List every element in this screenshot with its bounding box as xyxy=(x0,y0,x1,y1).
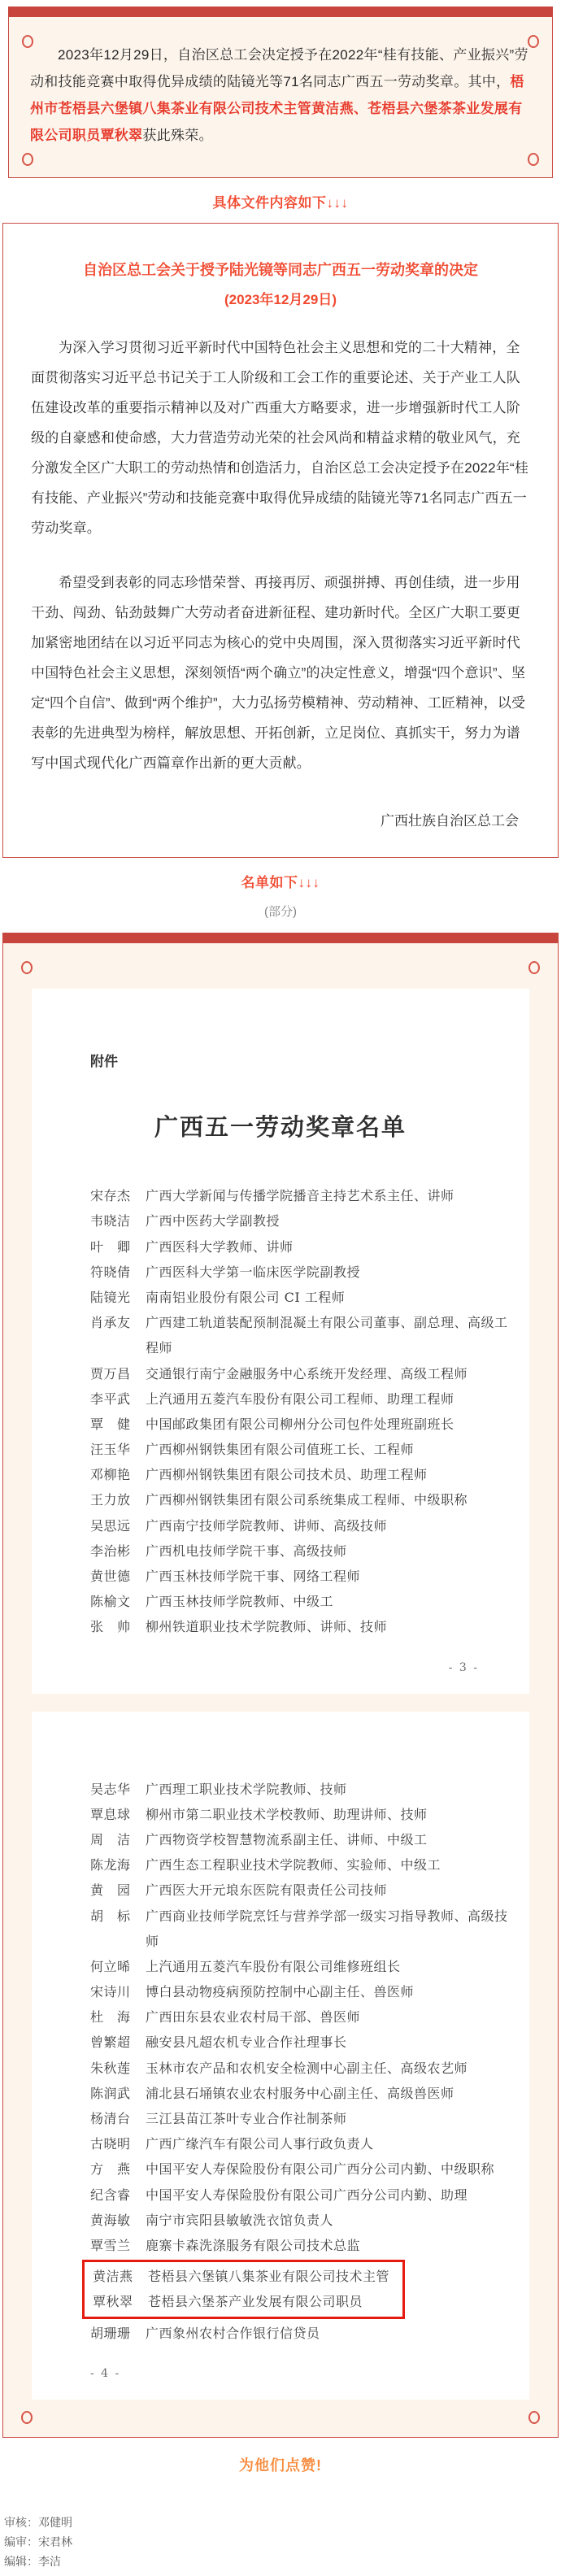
intro-text-before: 2023年12月29日，自治区总工会决定授予在2022年“桂有技能、产业振兴”劳动和技能竞赛中取得优异成绩的陆镜光等71名同志广西五一劳动奖章。其中， xyxy=(30,47,528,90)
award-row xyxy=(90,2321,509,2346)
awardee-position: 玉林市农产品和农机安全检测中心副主任、高级农艺师 xyxy=(146,2060,468,2076)
awardee-name: 覃 健 xyxy=(90,1416,131,1432)
award-row-highlighted xyxy=(93,2289,389,2314)
page-number-4: - 4 - xyxy=(90,2366,121,2380)
highlighted-winners-box xyxy=(82,2260,405,2318)
credits-block xyxy=(4,2513,561,2571)
award-row xyxy=(90,1487,509,1512)
decision-card xyxy=(2,223,559,859)
awardee-position: 融安县凡超农机专业合作社理事长 xyxy=(146,2034,347,2051)
awardee-name: 何立晞 xyxy=(90,1958,131,1974)
awardee-position: 鹿寨卡森洗涤服务有限公司技术总监 xyxy=(146,2237,361,2253)
awardee-position: 广西广缘汽车有限公司人事行政负责人 xyxy=(146,2136,374,2152)
corner-circle-icon xyxy=(528,35,539,48)
decision-signature: 广西壮族自治区总工会 xyxy=(381,813,519,829)
awardee-name: 吴志华 xyxy=(90,1781,131,1797)
award-row xyxy=(90,1234,509,1260)
awardee-name: 胡珊珊 xyxy=(90,2325,131,2341)
awardee-position: 中国平安人寿保险股份有限公司广西分公司内勤、助理 xyxy=(146,2187,468,2203)
awardee-name: 黄 园 xyxy=(90,1882,131,1899)
awardee-name: 古晓明 xyxy=(90,2136,131,2152)
award-row xyxy=(90,1904,509,1954)
award-row xyxy=(90,2208,509,2233)
awardee-name: 覃雪兰 xyxy=(90,2237,131,2253)
award-row xyxy=(90,2233,509,2258)
awardee-position: 广西玉林技师学院教师、中级工 xyxy=(146,1594,334,1610)
attachment-card-body xyxy=(2,943,559,2438)
awardee-name: 吴思远 xyxy=(90,1517,131,1534)
awardee-position: 柳州市第二职业技术学校教师、助理讲师、技师 xyxy=(146,1806,428,1822)
award-list-page4 xyxy=(90,1777,509,2259)
award-list-highlighted xyxy=(93,2264,389,2314)
awardee-position: 广西南宁技师学院教师、讲师、高级技师 xyxy=(146,1517,388,1534)
cue-name-list: 名单如下↓↓↓ xyxy=(241,875,320,891)
award-row xyxy=(90,2131,509,2156)
awardee-name: 王力放 xyxy=(90,1492,131,1508)
awardee-position: 广西医科大学第一临床医学院副教授 xyxy=(146,1264,361,1280)
cue-file-content: 具体文件内容如下↓↓↓ xyxy=(212,194,349,211)
awardee-name: 黄海敏 xyxy=(90,2212,131,2228)
award-row xyxy=(90,1285,509,1310)
awardee-position: 柳州铁道职业技术学院教师、讲师、技师 xyxy=(146,1619,388,1635)
awardee-position: 广西大学新闻与传播学院播音主持艺术系主任、讲师 xyxy=(146,1188,454,1204)
intro-card-body xyxy=(8,17,553,178)
awardee-name: 黄世德 xyxy=(90,1569,131,1585)
awardee-name: 符晓倩 xyxy=(90,1264,131,1280)
corner-circle-icon xyxy=(528,2411,540,2424)
awardee-name: 陈榆文 xyxy=(90,1594,131,1610)
awardee-position: 浦北县石埇镇农业农村服务中心副主任、高级兽医师 xyxy=(146,2085,454,2101)
awardee-name: 纪含睿 xyxy=(90,2187,131,2203)
awardee-name: 宋诗川 xyxy=(90,1984,131,2000)
corner-circle-icon xyxy=(22,35,33,48)
awardee-position: 博白县动物疫病预防控制中心副主任、兽医师 xyxy=(146,1984,415,2000)
award-list-page4-tail xyxy=(90,2321,509,2346)
award-row xyxy=(90,1513,509,1538)
award-row xyxy=(90,1777,509,1802)
corner-circle-icon xyxy=(22,153,33,166)
decision-title: 自治区总工会关于授予陆光镜等同志广西五一劳动奖章的决定 xyxy=(83,261,478,278)
corner-circle-icon xyxy=(528,961,540,974)
award-row xyxy=(90,1564,509,1589)
decision-paragraph-1: 为深入学习贯彻习近平新时代中国特色社会主义思想和党的二十大精神，全面贯彻落实习近平总书记关于工人阶级和工会工作的重要论述、关于产业工人队伍建设改革的重要指示精神以及对广西重大方略要求，进一步增强新时代工人阶级的自豪感和使命感，大力营造劳动光荣的社会风尚和精益求精的敬业风气，充分激发全区广大职工的劳动热情和创造活力，自治区总工会决定授予在2022年“桂有技能、产业振兴”劳动和技能竞赛中取得优异成绩的陆镜光等71名同志广西五一劳动奖章。 xyxy=(31,339,529,536)
awardee-position: 中国平安人寿保险股份有限公司广西分公司内勤、中级职称 xyxy=(146,2161,495,2178)
awardee-position: 苍梧县六堡茶产业发展有限公司职员 xyxy=(148,2294,363,2310)
award-row xyxy=(90,1852,509,1878)
attachment-label: 附件 xyxy=(90,1054,118,1071)
award-row xyxy=(90,1386,509,1412)
awardee-name: 邓柳艳 xyxy=(90,1467,131,1483)
awardee-name: 张 帅 xyxy=(90,1619,131,1635)
award-row xyxy=(90,1208,509,1234)
awardee-position: 广西机电技师学院干事、高级技师 xyxy=(146,1543,347,1559)
scanned-page-3 xyxy=(32,989,529,1693)
awardee-name: 黄洁燕 xyxy=(93,2269,133,2285)
award-row xyxy=(90,1412,509,1437)
award-row xyxy=(90,2081,509,2106)
awardee-name: 宋存杰 xyxy=(90,1188,131,1204)
awardee-position: 苍梧县六堡镇八集茶业有限公司技术主管 xyxy=(148,2269,390,2285)
awardee-name: 覃息球 xyxy=(90,1806,131,1822)
award-row xyxy=(90,1954,509,1979)
award-row xyxy=(90,2106,509,2131)
credit-line: 审核：邓健明 xyxy=(4,2515,72,2529)
intro-paragraph xyxy=(30,41,531,150)
award-row xyxy=(90,2056,509,2081)
award-row xyxy=(90,2004,509,2030)
awardee-position: 广西中医药大学副教授 xyxy=(146,1213,280,1229)
awardee-position: 广西玉林技师学院干事、网络工程师 xyxy=(146,1569,361,1585)
attachment-title: 广西五一劳动奖章名单 xyxy=(154,1113,407,1142)
intro-highlight-names: 梧州市苍梧县六堡镇八集茶业有限公司技术主管黄洁燕、苍梧县六堡茶茶业发展有限公司职员覃秋翠 xyxy=(30,74,524,144)
awardee-position: 广西象州农村合作银行信贷员 xyxy=(146,2325,320,2341)
cheer-text: 为他们点赞! xyxy=(239,2456,322,2474)
credit-line: 编审：宋君林 xyxy=(4,2535,72,2548)
awardee-name: 陈龙海 xyxy=(90,1857,131,1873)
scanned-page-4 xyxy=(32,1712,529,2400)
awardee-name: 陆镜光 xyxy=(90,1289,131,1305)
award-row xyxy=(90,1589,509,1614)
card-top-bar xyxy=(2,933,559,943)
intro-text-after: 获此殊荣。 xyxy=(142,128,213,144)
attachment-card xyxy=(2,933,559,2438)
award-row xyxy=(90,1462,509,1487)
awardee-name: 李治彬 xyxy=(90,1543,131,1559)
awardee-name: 曾繁超 xyxy=(90,2034,131,2051)
awardee-name: 叶 卿 xyxy=(90,1238,131,1255)
corner-circle-icon xyxy=(21,961,33,974)
awardee-position: 广西柳州钢铁集团有限公司值班工长、工程师 xyxy=(146,1442,415,1458)
awardee-position: 广西建工轨道装配预制混凝土有限公司董事、副总理、高级工程师 xyxy=(146,1315,508,1356)
awardee-position: 广西田东县农业农村局干部、兽医师 xyxy=(146,2009,361,2026)
award-row xyxy=(90,1878,509,1903)
corner-circle-icon xyxy=(528,153,539,166)
cue-name-list-partial: (部分) xyxy=(264,905,297,920)
award-row xyxy=(90,1614,509,1639)
intro-card xyxy=(8,7,553,178)
award-row xyxy=(90,1802,509,1827)
award-list-page3 xyxy=(90,1183,509,1639)
award-row xyxy=(90,2156,509,2182)
awardee-position: 广西柳州钢铁集团有限公司系统集成工程师、中级职称 xyxy=(146,1492,468,1508)
awardee-name: 胡 标 xyxy=(90,1908,131,1924)
awardee-position: 上汽通用五菱汽车股份有限公司工程师、助理工程师 xyxy=(146,1390,454,1407)
awardee-position: 南宁市宾阳县敏敏洗衣馆负责人 xyxy=(146,2212,334,2228)
awardee-position: 广西生态工程职业技术学院教师、实验师、中级工 xyxy=(146,1857,441,1873)
awardee-name: 李平武 xyxy=(90,1390,131,1407)
awardee-position: 广西物资学校智慧物流系副主任、讲师、中级工 xyxy=(146,1831,428,1847)
awardee-position: 中国邮政集团有限公司柳州分公司包件处理班副班长 xyxy=(146,1416,454,1432)
award-row xyxy=(90,1437,509,1462)
decision-date: (2023年12月29日) xyxy=(224,291,337,307)
awardee-name: 杜 海 xyxy=(90,2009,131,2026)
award-row-highlighted xyxy=(93,2264,389,2289)
awardee-name: 汪玉华 xyxy=(90,1442,131,1458)
awardee-name: 陈润武 xyxy=(90,2085,131,2101)
awardee-name: 韦晓洁 xyxy=(90,1213,131,1229)
awardee-position: 广西医大开元埌东医院有限责任公司技师 xyxy=(146,1882,388,1899)
awardee-name: 覃秋翠 xyxy=(93,2294,133,2310)
page-number-3: - 3 - xyxy=(448,1660,479,1674)
awardee-position: 广西理工职业技术学院教师、技师 xyxy=(146,1781,347,1797)
awardee-name: 方 燕 xyxy=(90,2161,131,2178)
credit-line: 编辑：李洁 xyxy=(4,2554,61,2568)
card-top-bar xyxy=(8,7,553,17)
awardee-name: 朱秋莲 xyxy=(90,2060,131,2076)
awardee-name: 贾万昌 xyxy=(90,1365,131,1382)
decision-paragraph-2: 希望受到表彰的同志珍惜荣誉、再接再厉、顽强拼搏、再创佳绩，进一步用干劲、闯劲、钻劲鼓舞广大劳动者奋进新征程、建功新时代。全区广大职工要更加紧密地团结在以习近平同志为核心的党中央周围，深入贯彻落实习近平新时代中国特色社会主义思想，深刻领悟“两个确立”的决定性意义，增强“四个意识”、坚定“四个自信”、做到“两个维护”，大力弘扬劳模精神、劳动精神、工匠精神，以受表彰的先进典型为榜样，解放思想、开拓创新，立足岗位、真抓实干，努力为谱写中国式现代化广西篇章作出新的更大贡献。 xyxy=(31,574,526,772)
awardee-position: 广西商业技师学院烹饪与营养学部一级实习指导教师、高级技师 xyxy=(146,1908,508,1949)
award-row xyxy=(90,1310,509,1360)
award-row xyxy=(90,1183,509,1208)
awardee-position: 广西医科大学教师、讲师 xyxy=(146,1238,294,1255)
awardee-name: 肖承友 xyxy=(90,1315,131,1331)
awardee-name: 周 洁 xyxy=(90,1831,131,1847)
corner-circle-icon xyxy=(21,2411,33,2424)
award-row xyxy=(90,1538,509,1564)
awardee-position: 南南铝业股份有限公司 CI 工程师 xyxy=(146,1289,346,1305)
award-row xyxy=(90,1361,509,1386)
award-row xyxy=(90,2030,509,2055)
awardee-position: 广西柳州钢铁集团有限公司技术员、助理工程师 xyxy=(146,1467,428,1483)
awardee-position: 上汽通用五菱汽车股份有限公司维修班组长 xyxy=(146,1958,401,1974)
awardee-position: 交通银行南宁金融服务中心系统开发经理、高级工程师 xyxy=(146,1365,468,1382)
awardee-name: 杨清台 xyxy=(90,2111,131,2127)
award-row xyxy=(90,2182,509,2208)
award-row xyxy=(90,1260,509,1285)
awardee-position: 三江县苗江茶叶专业合作社制茶师 xyxy=(146,2111,347,2127)
award-row xyxy=(90,1827,509,1852)
page-gap xyxy=(3,1694,558,1712)
award-row xyxy=(90,1979,509,2004)
